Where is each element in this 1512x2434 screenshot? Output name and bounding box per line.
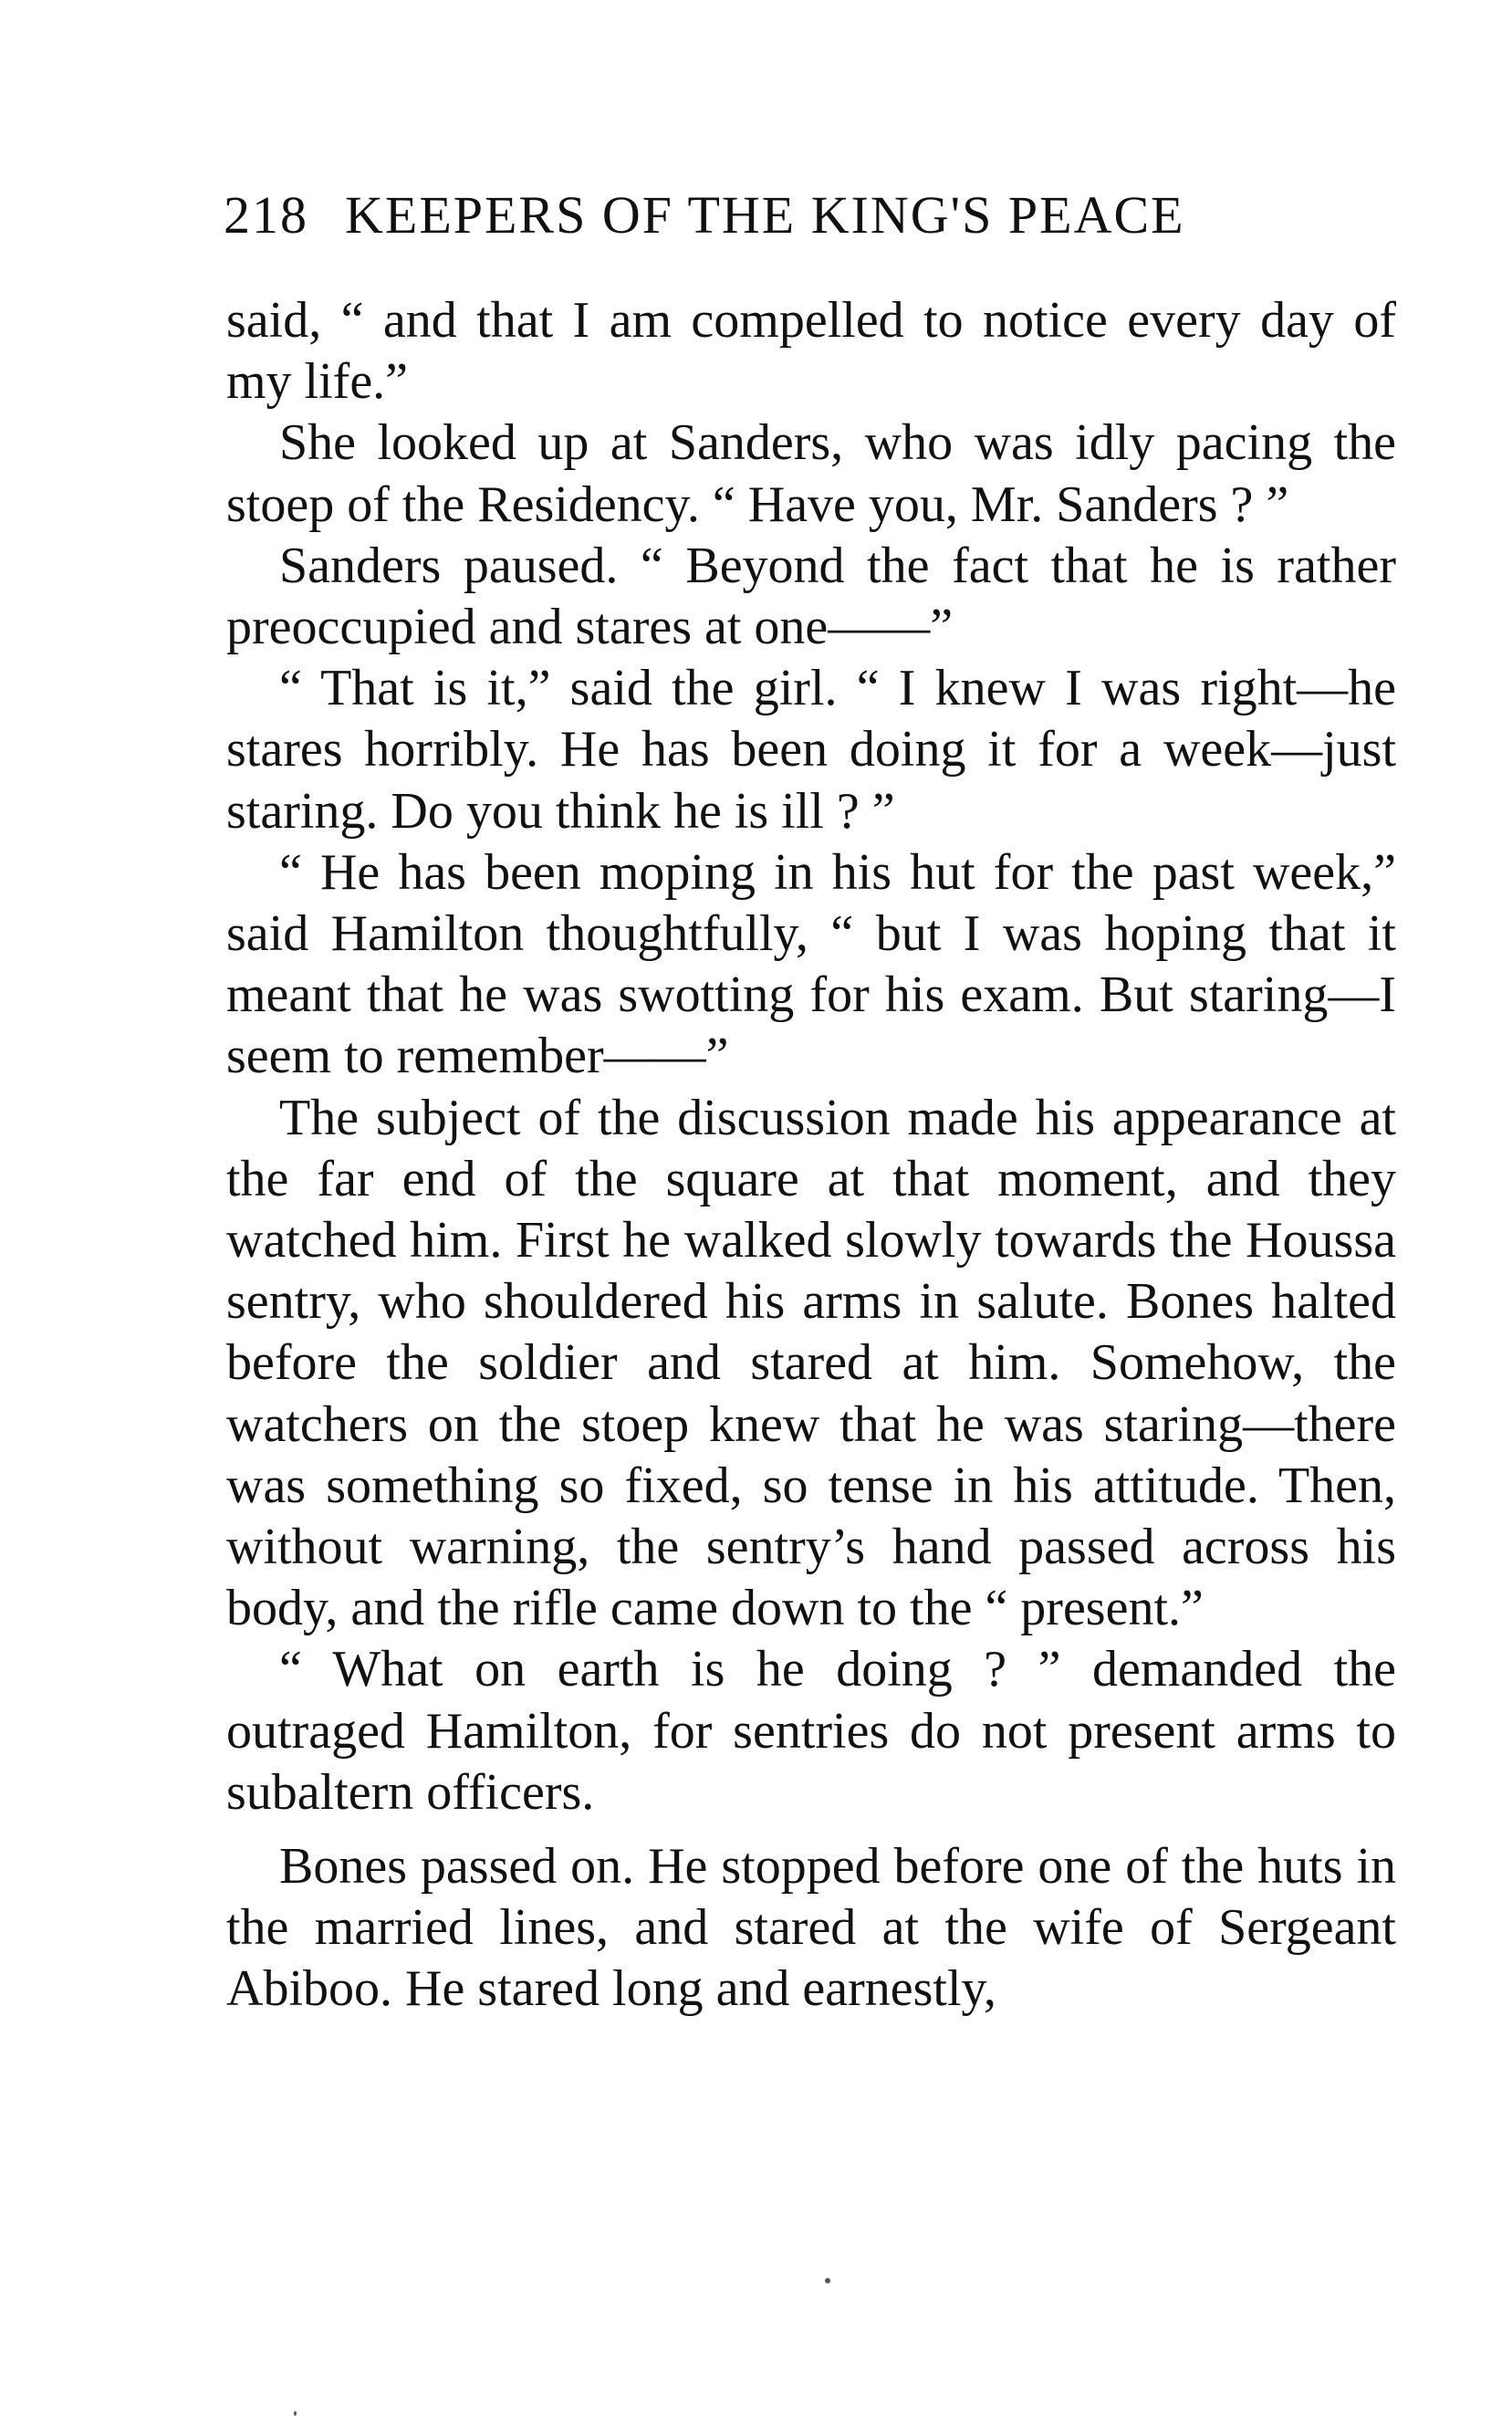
ink-speck-mark <box>294 2411 297 2416</box>
paragraph-3: Sanders paused. “ Beyond the fact that he is rather preoccupied and stares at one——” <box>226 537 1396 656</box>
paragraph-1: said, “ and that I am compelled to notice every day of my life.” <box>226 292 1396 411</box>
paragraph-5: “ He has been moping in his hut for the past week,” said Hamilton thoughtfully, “ but I was hoping that it meant that he was swotting for his exam. But staring—I seem to remember——” <box>226 843 1396 1085</box>
paragraph-2: She looked up at Sanders, who was idly pacing the stoep of the Residency. “ Have you, Mr. Sanders ? ” <box>226 414 1396 533</box>
ink-speck-mark <box>825 2278 830 2283</box>
page-body <box>226 290 1396 2021</box>
page-number: 218 <box>224 185 308 245</box>
running-header <box>224 179 1396 252</box>
paragraph-4: “ That is it,” said the girl. “ I knew I was right—he stares horribly. He has been doing it for a week—just staring. Do you think he is ill ? ” <box>226 660 1396 840</box>
paragraph-6: The subject of the discussion made his appearance at the far end of the square at that moment, and they watched him. First he walked slowly towards the Houssa sentry, who shouldered his arms in salute. Bones halted before the soldier and stared at him. Somehow, the watchers on the stoep knew that he was staring—there was something so fixed, so tense in his attitude. Then, without warning, the sentry’s hand passed across his body, and the rifle came down to the “ present.” <box>226 1089 1396 1637</box>
paragraph-8: Bones passed on. He stopped before one of the huts in the married lines, and stared at the wife of Sergeant Abiboo. He stared long and earnestly, <box>226 1838 1396 2018</box>
running-title: KEEPERS OF THE KING'S PEACE <box>345 185 1185 245</box>
paragraph-7: “ What on earth is he doing ? ” demanded the outraged Hamilton, for sentries do not present arms to subaltern officers. <box>226 1641 1396 1821</box>
